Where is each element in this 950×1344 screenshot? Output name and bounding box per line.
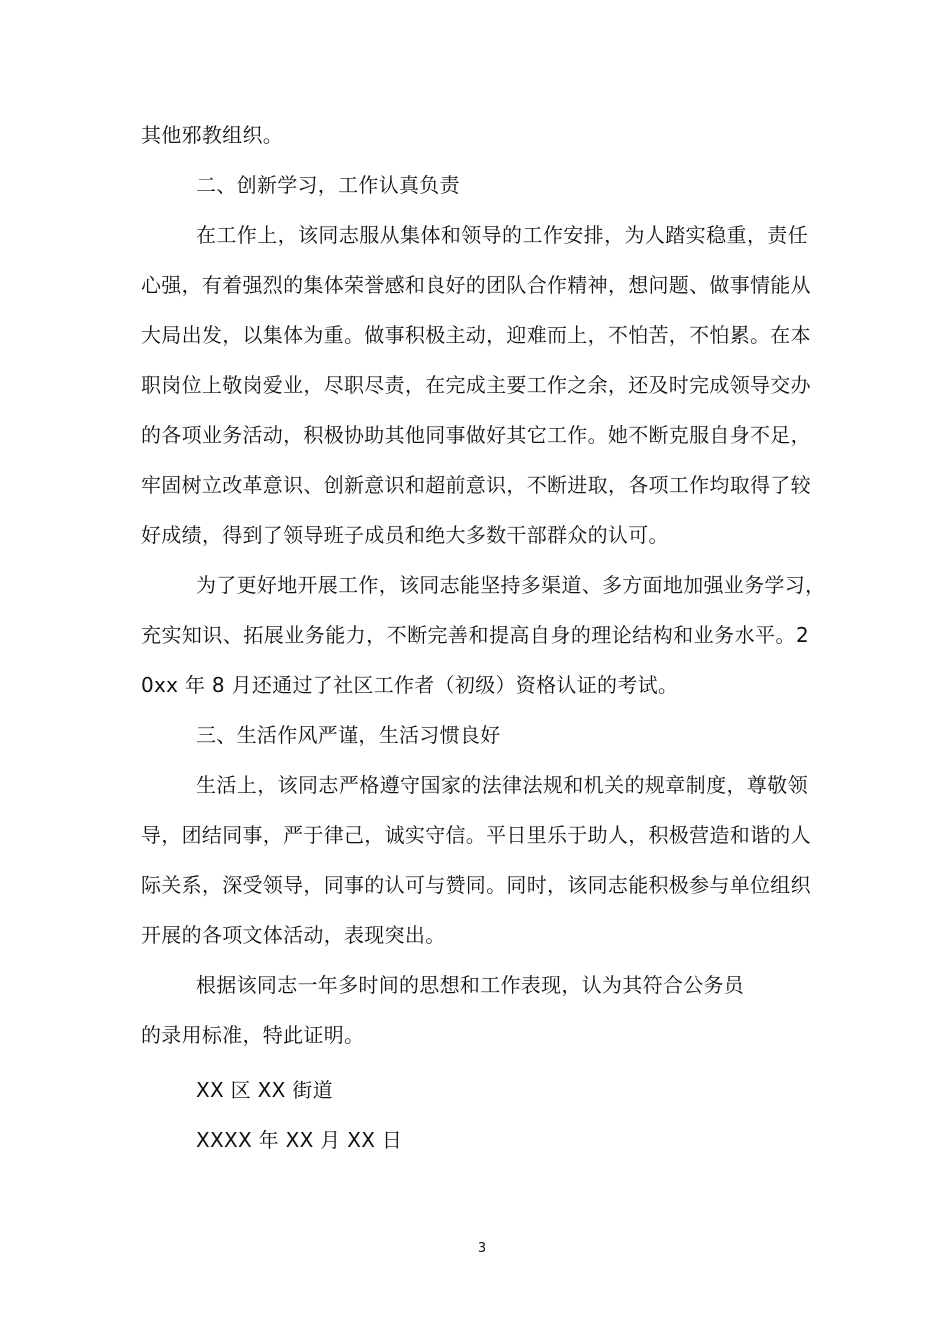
signature-organization: XX 区 XX 街道 (196, 1078, 333, 1102)
text-line: 0xx 年 8 月还通过了社区工作者（初级）资格认证的考试。 (141, 673, 679, 697)
text-line: 好成绩，得到了领导班子成员和绝大多数干部群众的认可。 (141, 523, 669, 547)
section-heading: 二、创新学习，工作认真负责 (196, 173, 460, 197)
page-number: 3 (477, 1241, 487, 1256)
text-line: 际关系，深受领导，同事的认可与赞同。同时，该同志能积极参与单位组织 (141, 873, 811, 897)
text-line: 的录用标准，特此证明。 (141, 1023, 365, 1047)
text-line: 牢固树立改革意识、创新意识和超前意识，不断进取，各项工作均取得了较 (141, 473, 811, 497)
text-line: 导，团结同事，严于律己，诚实守信。平日里乐于助人，积极营造和谐的人 (141, 823, 811, 847)
text-line: 生活上，该同志严格遵守国家的法律法规和机关的规章制度，尊敬领 (196, 773, 808, 797)
text-line: 在工作上，该同志服从集体和领导的工作安排，为人踏实稳重，责任 (196, 223, 808, 247)
text-line: 充实知识、拓展业务能力，不断完善和提高自身的理论结构和业务水平。2 (141, 623, 809, 647)
text-line: 开展的各项文体活动，表现突出。 (141, 923, 446, 947)
text-line: 大局出发，以集体为重。做事积极主动，迎难而上，不怕苦，不怕累。在本 (141, 323, 811, 347)
text-line: 的各项业务活动，积极协助其他同事做好其它工作。她不断克服自身不足， (141, 423, 811, 447)
section-heading: 三、生活作风严谨，生活习惯良好 (196, 723, 501, 747)
text-line: 其他邪教组织。 (141, 123, 284, 147)
signature-date: XXXX 年 XX 月 XX 日 (196, 1128, 403, 1152)
text-line: 心强，有着强烈的集体荣誉感和良好的团队合作精神，想问题、做事情能从 (141, 273, 811, 297)
text-line: 职岗位上敬岗爱业，尽职尽责，在完成主要工作之余，还及时完成领导交办 (141, 373, 811, 397)
text-line: 根据该同志一年多时间的思想和工作表现，认为其符合公务员 (196, 973, 745, 997)
text-line: 为了更好地开展工作，该同志能坚持多渠道、多方面地加强业务学习， (196, 573, 826, 597)
